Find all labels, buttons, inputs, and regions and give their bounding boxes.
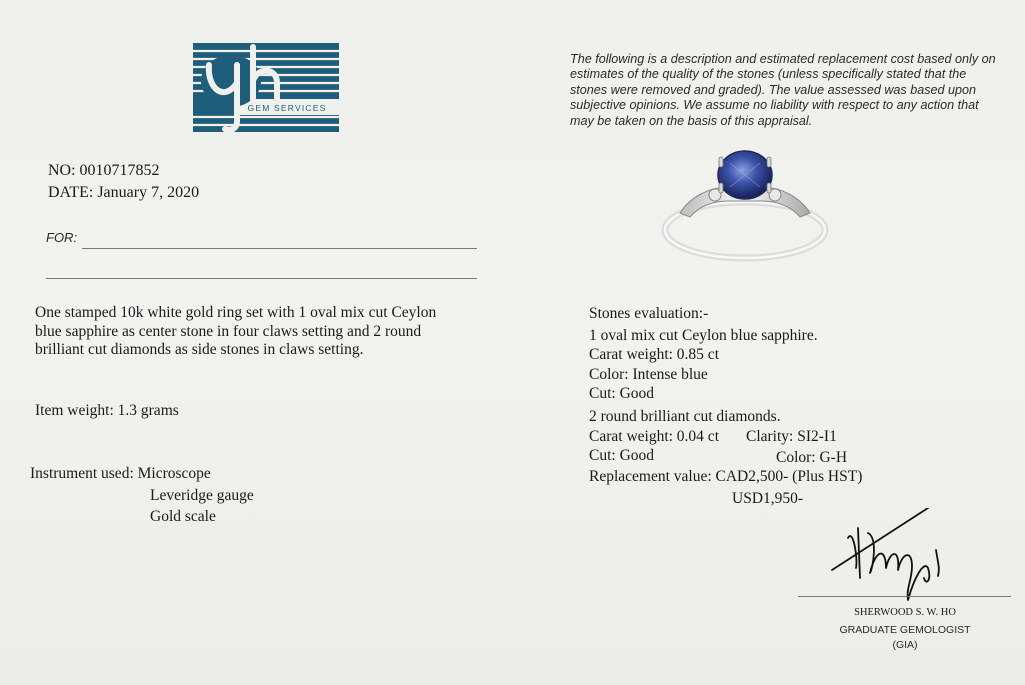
diamond-carat: Carat weight: 0.04 ct — [589, 428, 719, 445]
sapphire-color: Color: Intense blue — [589, 366, 708, 383]
sapphire-cut: Cut: Good — [589, 385, 655, 402]
certificate-number: NO: 0010717852 — [48, 162, 160, 179]
diamonds-description: 2 round brilliant cut diamonds. — [589, 408, 781, 425]
signatory-organization: (GIA) — [892, 639, 918, 651]
ring-photo — [650, 135, 840, 265]
signatory-title: GRADUATE GEMOLOGIST — [839, 624, 971, 636]
for-line — [82, 248, 477, 249]
item-description: One stamped 10k white gold ring set with 1 oval mix cut Ceylon blue sapphire as center stone in four claws setting and 2 round brilliant cut diamonds as side stones in claws setting. — [35, 304, 437, 358]
yh-gem-services-logo — [193, 43, 339, 132]
signature — [828, 508, 953, 603]
replacement-value-cad: Replacement value: CAD2,500- (Plus HST) — [589, 468, 863, 485]
logo-subtitle: GEM SERVICES — [247, 103, 327, 113]
certificate-date: DATE: January 7, 2020 — [48, 184, 200, 201]
for-label: FOR: — [46, 230, 78, 245]
replacement-value-usd: USD1,950- — [732, 490, 804, 507]
signatory-name: SHERWOOD S. W. HO — [854, 607, 956, 618]
disclaimer-text: The following is a description and estimated replacement cost based only on estimates of the quality of the stones (unless specifically stated that the stones were removed and graded). The value assessed was based upon subjective opinions. We assume no liability with respect to any action that may be taken on the basis of this appraisal. — [570, 52, 996, 128]
sapphire-description: 1 oval mix cut Ceylon blue sapphire. — [589, 327, 818, 344]
stones-evaluation-title: Stones evaluation:- — [589, 305, 709, 322]
instrument-item: Leveridge gauge — [150, 487, 254, 504]
sapphire-carat: Carat weight: 0.85 ct — [589, 346, 719, 363]
blank-line — [46, 278, 477, 279]
diamond-color: Color: G-H — [776, 449, 848, 466]
item-weight: Item weight: 1.3 grams — [35, 402, 179, 419]
instrument-item: Gold scale — [150, 508, 216, 525]
instruments-label: Instrument used: Microscope — [30, 465, 211, 482]
diamond-cut: Cut: Good — [589, 447, 655, 464]
diamond-clarity: Clarity: SI2-I1 — [746, 428, 837, 445]
signature-line — [798, 596, 1011, 597]
